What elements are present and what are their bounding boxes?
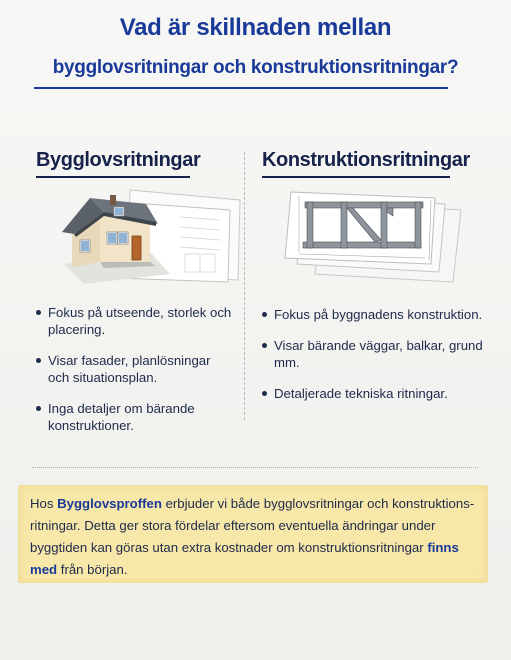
column-divider <box>244 152 245 420</box>
house-illustration <box>60 182 250 287</box>
list-item: Detaljerade tekniska ritningar. <box>262 385 502 402</box>
right-heading-underline <box>262 176 450 178</box>
page-title: Vad är skillnaden mellan <box>119 14 392 41</box>
list-item: Visar fasader, planlösningar och situationsplan. <box>36 352 232 386</box>
right-column-heading: Konstruktionsritningar <box>262 149 470 171</box>
list-item: Visar bärande väggar, balkar, grund mm. <box>262 337 502 371</box>
list-item: Fokus på utseende, storlek och placering. <box>36 304 232 338</box>
right-bullet-list <box>262 306 502 416</box>
highlight-note <box>30 493 482 581</box>
left-heading-underline <box>36 176 190 178</box>
brand-name: Bygglovsproffen <box>57 496 162 511</box>
list-item: Fokus på byggnadens konstruktion. <box>262 306 502 323</box>
section-separator <box>32 467 478 468</box>
note-highlight: finns med <box>30 540 459 577</box>
note-text-part2: från början. <box>57 562 128 577</box>
left-column-heading: Bygglovsritningar <box>36 149 201 171</box>
note-prefix: Hos <box>30 496 58 511</box>
page-subtitle: bygglovsritningar och konstruktionsritningar? <box>52 57 459 78</box>
note-text-part1: erbjuder vi både bygglovsritningar och konstruktions-ritningar. Detta ger stora fördelar eftersom eventuella ändringar under byggtiden kan göras utan extra kostnader om konstruktionsritningar <box>30 496 475 555</box>
title-underline <box>34 87 448 89</box>
structural-drawing-illustration <box>285 188 475 286</box>
left-bullet-list <box>36 304 232 448</box>
list-item: Inga detaljer om bärande konstruktioner. <box>36 400 232 434</box>
